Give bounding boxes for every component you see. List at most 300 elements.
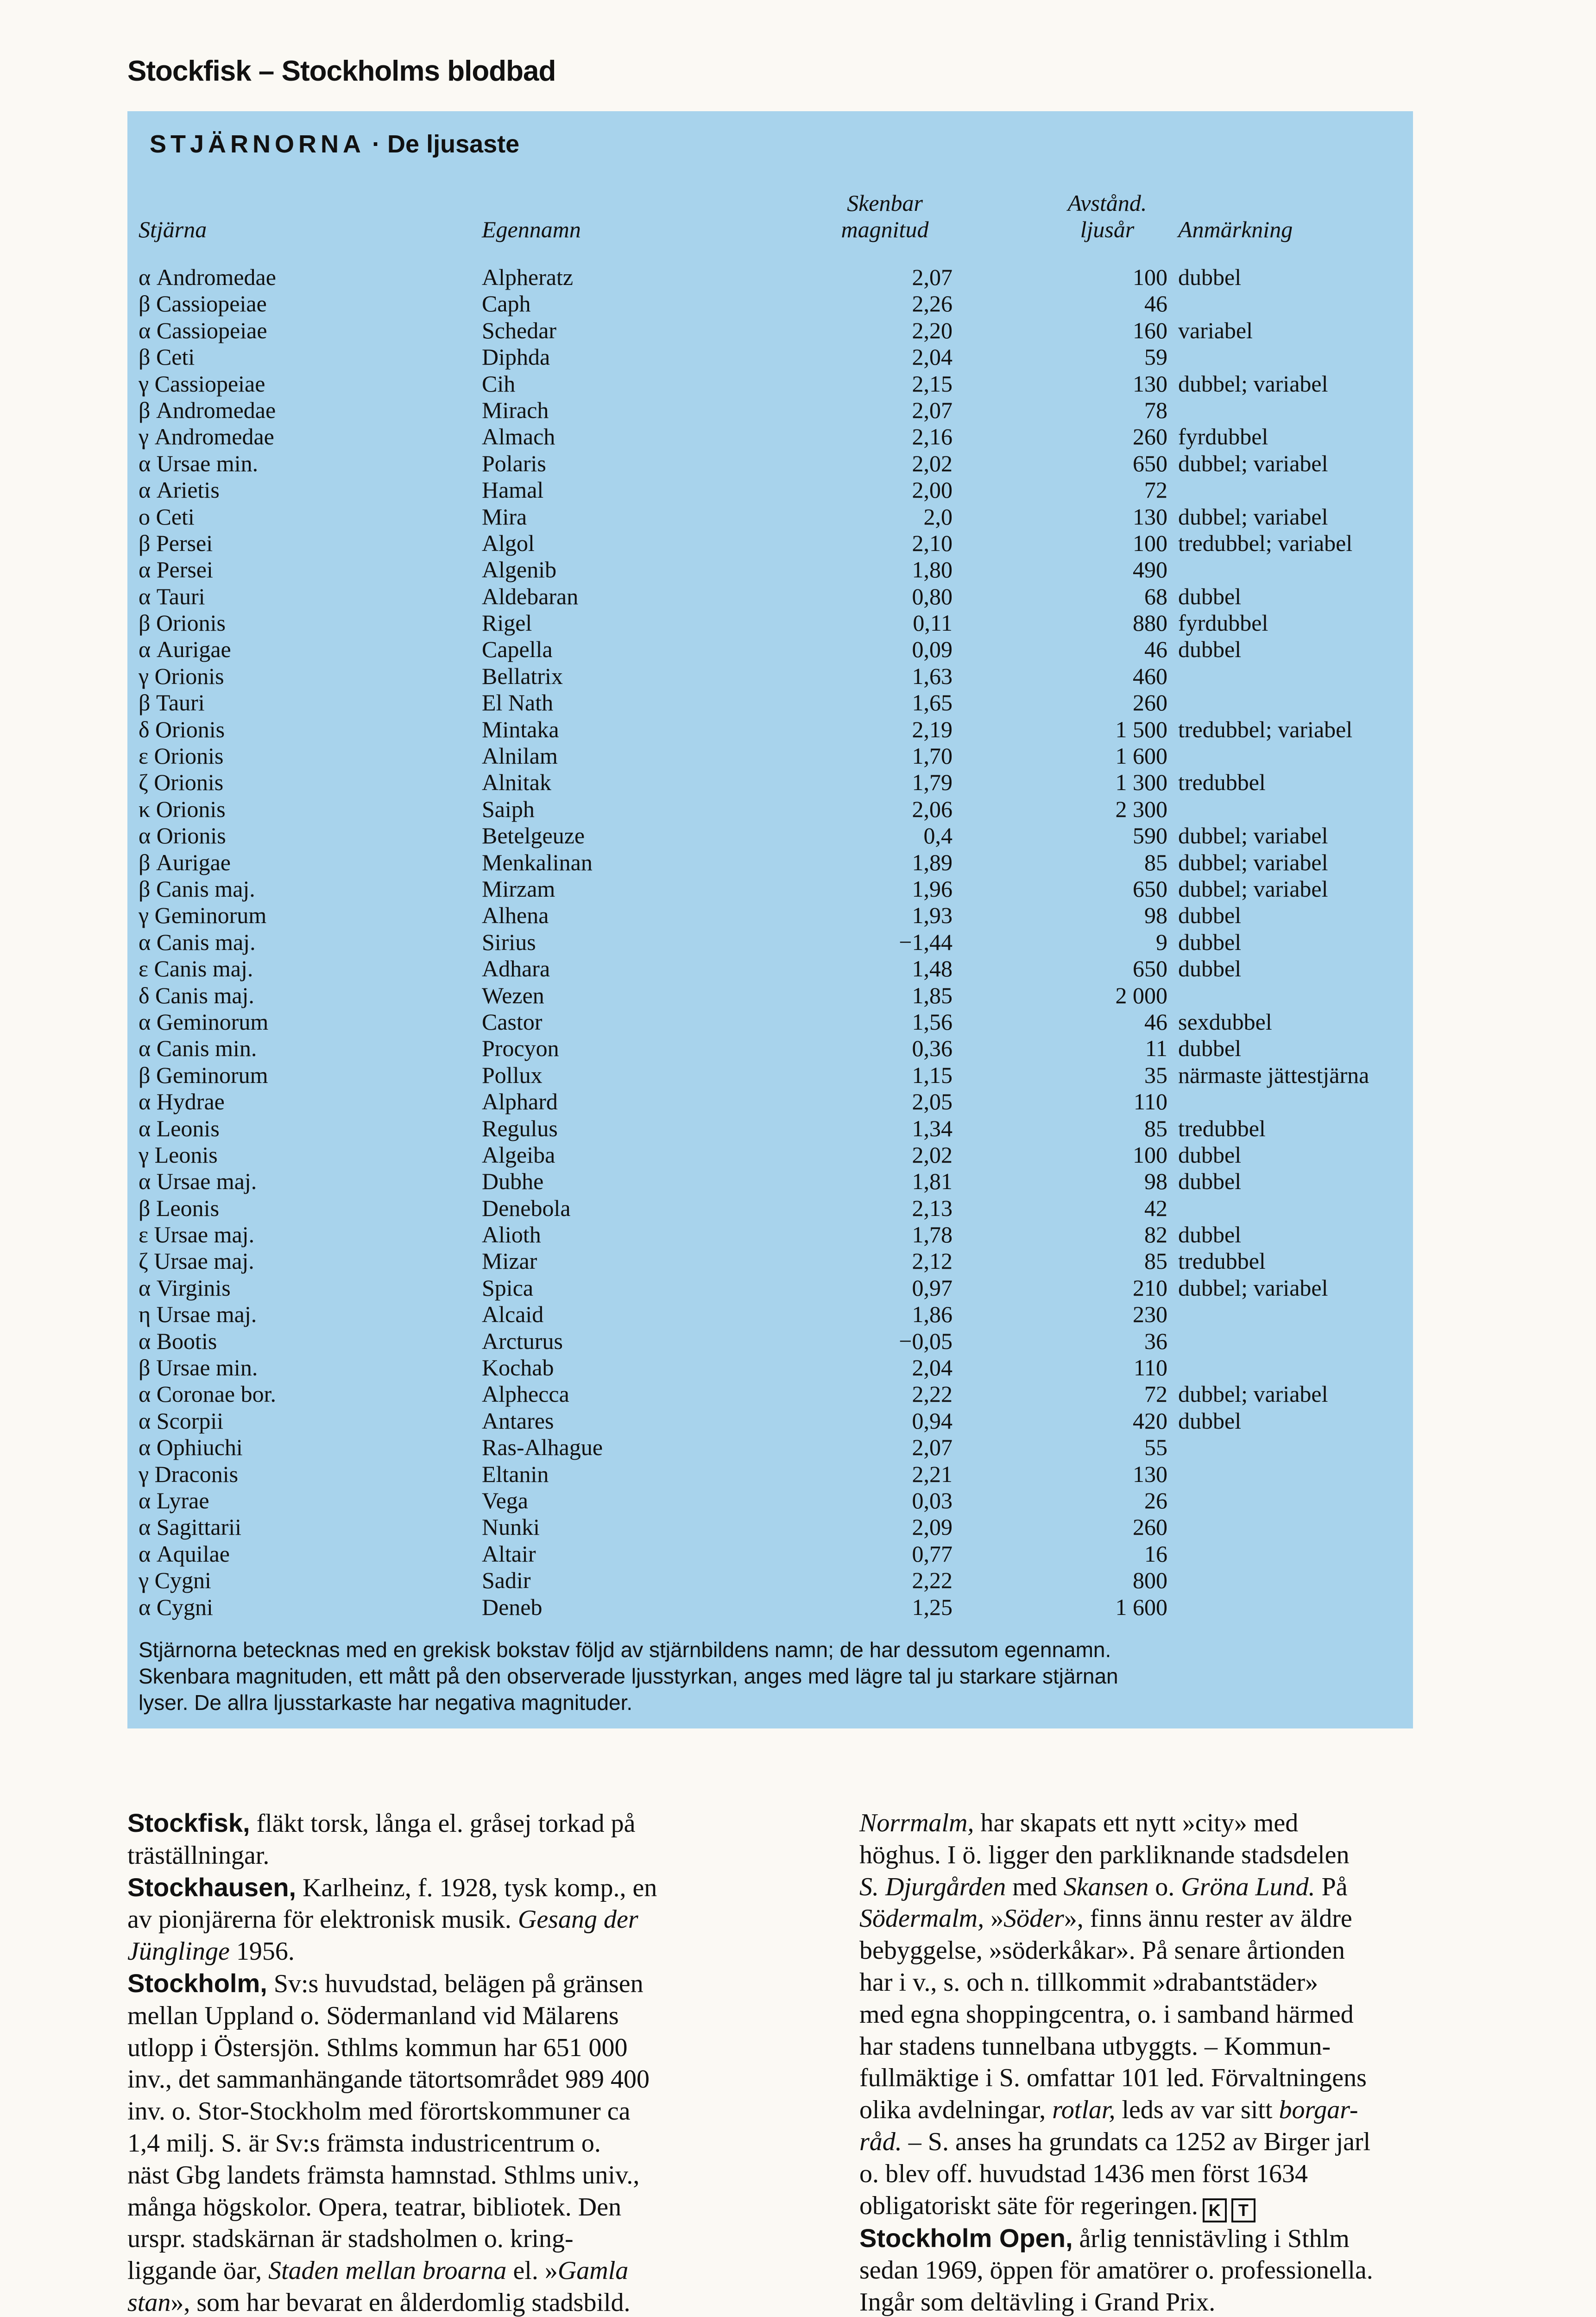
- cell-distance: 130: [1133, 1461, 1167, 1487]
- table-row: [127, 849, 1413, 876]
- text-run: mellan Uppland o. Södermanland vid Mälarens: [127, 2001, 619, 2030]
- cell-star-designation: β Andromedae: [139, 397, 276, 423]
- table-row: [127, 264, 1413, 291]
- table-row: [127, 956, 1413, 982]
- cell-remark: tredubbel; variabel: [1178, 530, 1353, 556]
- cell-proper-name: Mintaka: [482, 716, 559, 742]
- cell-proper-name: Antares: [482, 1407, 554, 1434]
- table-row: [127, 397, 1413, 424]
- text-run: av pionjärerna för elektronisk musik.: [127, 1905, 518, 1934]
- cell-distance: 59: [1144, 344, 1167, 370]
- table-row: [127, 1089, 1413, 1115]
- table-row: [127, 1035, 1413, 1062]
- text-run: bebyggelse, »söderkåkar». På senare årtionden: [859, 1936, 1345, 1965]
- cell-distance: 98: [1144, 902, 1167, 929]
- cell-magnitude: 1,56: [912, 1008, 953, 1035]
- italic-term: Söder: [1003, 1904, 1064, 1933]
- cell-proper-name: Nunki: [482, 1514, 540, 1540]
- text-line: [127, 1904, 776, 1936]
- text-run: På: [1315, 1872, 1348, 1901]
- text-line: [859, 2062, 1536, 2094]
- cell-magnitude: 2,05: [912, 1089, 953, 1115]
- text-line: [127, 1936, 776, 1968]
- table-row: [127, 504, 1413, 530]
- header-distance-line2: ljusår: [1080, 216, 1135, 242]
- text-run: 1,4 milj. S. är Sv:s främsta industricentrum o.: [127, 2128, 601, 2158]
- cell-distance: 11: [1145, 1035, 1167, 1062]
- text-line: [859, 2126, 1536, 2158]
- cell-remark: närmaste jättestjärna: [1178, 1062, 1369, 1088]
- text-line: [127, 2287, 776, 2317]
- cell-magnitude: 2,0: [923, 503, 953, 530]
- cell-distance: 460: [1133, 663, 1167, 689]
- text-run: olika avdelningar,: [859, 2095, 1053, 2125]
- cell-magnitude: 0,77: [912, 1540, 953, 1567]
- cell-magnitude: 1,79: [912, 769, 953, 796]
- cell-magnitude: 2,09: [912, 1514, 953, 1540]
- cell-magnitude: 1,15: [912, 1062, 953, 1088]
- cell-star-designation: β Geminorum: [139, 1062, 268, 1088]
- cell-star-designation: α Andromedae: [139, 264, 276, 290]
- reference-symbol: K: [1203, 2198, 1227, 2222]
- cell-magnitude: 0,09: [912, 636, 953, 663]
- table-row: [127, 1328, 1413, 1355]
- footnote-line: Stjärnorna betecknas med en grekisk bokstav följd av stjärnbildens namn; de har dessutom egennamn.: [139, 1638, 1111, 1662]
- cell-star-designation: ζ Ursae maj.: [139, 1248, 254, 1274]
- cell-star-designation: ζ Orionis: [139, 769, 224, 796]
- table-row: [127, 690, 1413, 716]
- cell-magnitude: 2,13: [912, 1195, 953, 1221]
- text-run: årlig tennistävling i Sthlm: [1072, 2224, 1350, 2253]
- cell-star-designation: β Ceti: [139, 344, 195, 370]
- text-run: med egna shoppingcentra, o. i samband härmed: [859, 2000, 1354, 2029]
- cell-distance: 46: [1144, 636, 1167, 663]
- cell-distance: 260: [1133, 1514, 1167, 1540]
- cell-magnitude: 2,02: [912, 450, 953, 476]
- cell-remark: dubbel: [1178, 264, 1242, 290]
- cell-proper-name: Altair: [482, 1540, 536, 1567]
- cell-proper-name: Caph: [482, 291, 531, 317]
- cell-distance: 46: [1144, 291, 1167, 317]
- cell-proper-name: Aldebaran: [482, 583, 579, 609]
- italic-term: Norrmalm,: [859, 1809, 974, 1837]
- italic-term: stan: [127, 2288, 171, 2317]
- cell-remark: fyrdubbel: [1178, 610, 1268, 636]
- cell-remark: dubbel: [1178, 1141, 1242, 1168]
- cell-proper-name: Polaris: [482, 450, 546, 476]
- cell-magnitude: −0,05: [899, 1328, 953, 1354]
- cell-star-designation: α Scorpii: [139, 1407, 224, 1434]
- cell-star-designation: γ Orionis: [139, 663, 224, 689]
- cell-magnitude: 2,22: [912, 1381, 953, 1407]
- cell-distance: 82: [1144, 1222, 1167, 1248]
- cell-magnitude: 2,07: [912, 397, 953, 423]
- cell-magnitude: 2,19: [912, 716, 953, 742]
- cell-distance: 68: [1144, 583, 1167, 609]
- table-row: [127, 1461, 1413, 1488]
- italic-term: Gesang der: [517, 1905, 638, 1934]
- text-run: obligatoriskt säte för regeringen.: [859, 2191, 1198, 2220]
- cell-remark: dubbel; variabel: [1178, 370, 1328, 397]
- cell-star-designation: α Cassiopeiae: [139, 317, 267, 343]
- cell-magnitude: 1,96: [912, 875, 953, 902]
- cell-star-designation: γ Cassiopeiae: [139, 370, 265, 397]
- italic-term: Jünglinge: [127, 1937, 230, 1966]
- panel-title-sub: De ljusaste: [387, 130, 520, 158]
- entry-headword: Stockholm Open,: [859, 2223, 1073, 2253]
- footnote-line: Skenbara magnituden, ett mått på den observerade ljusstyrkan, anges med lägre tal ju starkare stjärnan: [139, 1664, 1118, 1688]
- cell-magnitude: 2,06: [912, 796, 953, 822]
- cell-magnitude: 1,81: [912, 1168, 953, 1195]
- cell-proper-name: Alcaid: [482, 1301, 544, 1328]
- cell-magnitude: 1,25: [912, 1594, 953, 1620]
- cell-magnitude: 1,48: [912, 956, 953, 982]
- cell-magnitude: 2,02: [912, 1141, 953, 1168]
- italic-term: Gamla: [557, 2256, 629, 2285]
- cell-star-designation: δ Orionis: [139, 716, 225, 742]
- table-row: [127, 1594, 1413, 1621]
- footnote-line: lyser. De allra ljusstarkaste har negativa magnituder.: [139, 1690, 633, 1715]
- cell-magnitude: 2,00: [912, 477, 953, 503]
- text-run: », finns ännu rester av äldre: [1064, 1904, 1352, 1933]
- cell-star-designation: α Cygni: [139, 1594, 213, 1620]
- text-line: [127, 2159, 776, 2191]
- italic-term: Södermalm,: [859, 1904, 984, 1933]
- table-row: [127, 1222, 1413, 1248]
- table-row: [127, 743, 1413, 769]
- cell-proper-name: Arcturus: [482, 1328, 563, 1354]
- cell-distance: 210: [1133, 1274, 1167, 1301]
- text-line: [127, 2191, 776, 2223]
- cell-distance: 42: [1144, 1195, 1167, 1221]
- panel-title-separator: ·: [372, 130, 381, 158]
- cell-magnitude: 0,11: [913, 610, 953, 636]
- cell-proper-name: Betelgeuze: [482, 823, 585, 849]
- cell-proper-name: Menkalinan: [482, 849, 593, 875]
- cell-magnitude: 2,22: [912, 1567, 953, 1594]
- text-run: inv., det sammanhängande tätortsområdet 989 400: [127, 2065, 650, 2094]
- cell-proper-name: Alioth: [482, 1222, 541, 1248]
- table-row: [127, 610, 1413, 636]
- table-row: [127, 1248, 1413, 1274]
- cell-remark: dubbel; variabel: [1178, 503, 1328, 530]
- italic-term: Gröna Lund.: [1181, 1872, 1315, 1901]
- text-line: [127, 2032, 776, 2064]
- cell-star-designation: ο Ceti: [139, 503, 195, 530]
- cell-remark: variabel: [1178, 317, 1253, 343]
- cell-star-designation: α Sagittarii: [139, 1514, 241, 1540]
- cell-proper-name: Alnilam: [482, 743, 558, 769]
- cell-magnitude: 2,15: [912, 370, 953, 397]
- text-run: fullmäktige i S. omfattar 101 led. Förvaltningens: [859, 2064, 1367, 2093]
- cell-distance: 2 000: [1115, 982, 1167, 1008]
- cell-magnitude: 2,04: [912, 344, 953, 370]
- text-line: [859, 2286, 1536, 2317]
- cell-proper-name: Diphda: [482, 344, 550, 370]
- cell-remark: dubbel; variabel: [1178, 849, 1328, 875]
- cell-distance: 1 600: [1115, 1594, 1167, 1620]
- cell-star-designation: β Tauri: [139, 690, 205, 716]
- cell-distance: 100: [1133, 264, 1167, 290]
- text-line: [859, 1839, 1536, 1871]
- text-line: [127, 2223, 776, 2255]
- cell-star-designation: α Coronae bor.: [139, 1381, 276, 1407]
- cell-proper-name: Rigel: [482, 610, 532, 636]
- text-run: o.: [1148, 1872, 1181, 1901]
- cell-proper-name: Bellatrix: [482, 663, 563, 689]
- cell-star-designation: β Ursae min.: [139, 1355, 258, 1381]
- text-run: med: [1006, 1872, 1064, 1901]
- table-row: [127, 1355, 1413, 1381]
- cell-star-designation: γ Leonis: [139, 1141, 218, 1168]
- cell-magnitude: 2,20: [912, 317, 953, 343]
- table-row: [127, 344, 1413, 370]
- entry-headword: Stockholm,: [127, 1968, 267, 1998]
- cell-distance: 800: [1133, 1567, 1167, 1594]
- table-row: [127, 876, 1413, 902]
- cell-magnitude: 1,78: [912, 1222, 953, 1248]
- cell-remark: dubbel: [1178, 1168, 1242, 1195]
- cell-proper-name: Algeiba: [482, 1141, 555, 1168]
- header-magnitude: [822, 190, 947, 243]
- cell-star-designation: γ Draconis: [139, 1461, 239, 1487]
- text-line: [127, 1968, 776, 2000]
- text-line: [859, 1935, 1536, 1967]
- cell-remark: dubbel: [1178, 1222, 1242, 1248]
- text-line: [859, 2222, 1536, 2255]
- text-line: [859, 2190, 1536, 2222]
- table-row: [127, 583, 1413, 610]
- cell-distance: 72: [1144, 1381, 1167, 1407]
- table-row: [127, 769, 1413, 796]
- cell-star-designation: α Canis min.: [139, 1035, 257, 1062]
- reference-symbol: T: [1231, 2198, 1255, 2222]
- cell-star-designation: α Orionis: [139, 823, 226, 849]
- table-row: [127, 1301, 1413, 1328]
- cell-distance: 1 500: [1115, 716, 1167, 742]
- table-row: [127, 796, 1413, 823]
- text-run: liggande öar,: [127, 2256, 269, 2285]
- text-line: [127, 2095, 776, 2127]
- cell-remark: tredubbel: [1178, 1248, 1266, 1274]
- cell-star-designation: ε Ursae maj.: [139, 1222, 255, 1248]
- cell-distance: 46: [1144, 1008, 1167, 1035]
- text-line: [859, 1999, 1536, 2031]
- cell-distance: 880: [1133, 610, 1167, 636]
- table-row: [127, 291, 1413, 317]
- cell-star-designation: β Canis maj.: [139, 875, 255, 902]
- table-row: [127, 1195, 1413, 1222]
- cell-distance: 36: [1144, 1328, 1167, 1354]
- cell-magnitude: 0,4: [923, 823, 953, 849]
- text-line: [859, 2094, 1536, 2126]
- table-row: [127, 450, 1413, 477]
- cell-proper-name: Kochab: [482, 1355, 554, 1381]
- cell-star-designation: α Ophiuchi: [139, 1434, 243, 1461]
- panel-title: [150, 130, 519, 158]
- table-row: [127, 1168, 1413, 1195]
- cell-distance: 650: [1133, 956, 1167, 982]
- cell-star-designation: α Lyrae: [139, 1487, 209, 1513]
- table-row: [127, 1275, 1413, 1301]
- cell-magnitude: 2,10: [912, 530, 953, 556]
- encyclopedia-column-right: [859, 1807, 1536, 2317]
- cell-proper-name: Alhena: [482, 902, 549, 929]
- text-run: höghus. I ö. ligger den parkliknande stadsdelen: [859, 1840, 1350, 1869]
- cell-proper-name: Wezen: [482, 982, 544, 1008]
- cell-proper-name: Vega: [482, 1487, 528, 1513]
- cell-distance: 490: [1133, 557, 1167, 583]
- cell-proper-name: Ras-Alhague: [482, 1434, 603, 1461]
- cell-remark: fyrdubbel: [1178, 424, 1268, 450]
- cell-magnitude: 0,97: [912, 1274, 953, 1301]
- cell-proper-name: Pollux: [482, 1062, 543, 1088]
- cell-star-designation: β Orionis: [139, 610, 226, 636]
- table-row: [127, 1062, 1413, 1089]
- cell-remark: tredubbel: [1178, 1115, 1266, 1141]
- cell-proper-name: Denebola: [482, 1195, 571, 1221]
- cell-proper-name: Regulus: [482, 1115, 558, 1141]
- cell-remark: dubbel: [1178, 1035, 1242, 1062]
- table-row: [127, 1408, 1413, 1434]
- cell-distance: 9: [1156, 929, 1167, 955]
- table-row: [127, 663, 1413, 690]
- cell-distance: 160: [1133, 317, 1167, 343]
- cell-star-designation: α Arietis: [139, 477, 220, 503]
- cell-magnitude: 0,80: [912, 583, 953, 609]
- cell-proper-name: Eltanin: [482, 1461, 549, 1487]
- header-distance: [1035, 190, 1179, 243]
- text-line: [127, 1840, 776, 1872]
- table-row: [127, 902, 1413, 929]
- text-line: [859, 2031, 1536, 2063]
- header-remark: Anmärkning: [1178, 216, 1293, 242]
- table-row: [127, 1514, 1413, 1540]
- cell-proper-name: Algenib: [482, 557, 557, 583]
- italic-term: Skansen: [1063, 1872, 1149, 1901]
- cell-magnitude: 2,07: [912, 1434, 953, 1461]
- cell-distance: 2 300: [1115, 796, 1167, 822]
- italic-term: borgar-: [1279, 2095, 1358, 2125]
- cell-magnitude: 1,63: [912, 663, 953, 689]
- cell-distance: 650: [1133, 450, 1167, 476]
- cell-magnitude: 1,80: [912, 557, 953, 583]
- cell-distance: 78: [1144, 397, 1167, 423]
- table-row: [127, 1488, 1413, 1514]
- text-run: Karlheinz, f. 1928, tysk komp., en: [296, 1873, 657, 1902]
- text-run: o. blev off. huvudstad 1436 men först 1634: [859, 2159, 1308, 2188]
- cell-proper-name: Saiph: [482, 796, 535, 822]
- cell-star-designation: ε Orionis: [139, 743, 224, 769]
- cell-proper-name: Castor: [482, 1008, 543, 1035]
- cell-distance: 420: [1133, 1407, 1167, 1434]
- cell-proper-name: Alphard: [482, 1089, 558, 1115]
- cell-remark: dubbel; variabel: [1178, 875, 1328, 902]
- cell-distance: 85: [1144, 1115, 1167, 1141]
- table-row: [127, 1142, 1413, 1168]
- text-line: [127, 1872, 776, 1904]
- cell-proper-name: Deneb: [482, 1594, 543, 1620]
- text-run: inv. o. Stor-Stockholm med förortskommuner ca: [127, 2097, 631, 2126]
- cell-proper-name: Capella: [482, 636, 553, 663]
- cell-distance: 110: [1133, 1355, 1167, 1381]
- header-magnitude-line2: magnitud: [841, 216, 929, 242]
- cell-remark: dubbel; variabel: [1178, 450, 1328, 476]
- cell-star-designation: α Leonis: [139, 1115, 220, 1141]
- cell-star-designation: β Cassiopeiae: [139, 291, 267, 317]
- cell-star-designation: α Virginis: [139, 1274, 231, 1301]
- cell-remark: dubbel: [1178, 929, 1242, 955]
- entry-headword: Stockhausen,: [127, 1872, 296, 1902]
- text-run: urspr. stadskärnan är stadsholmen o. kring-: [127, 2224, 574, 2254]
- cell-star-designation: α Ursae min.: [139, 450, 259, 476]
- cell-star-designation: α Geminorum: [139, 1008, 269, 1035]
- cell-magnitude: 1,65: [912, 690, 953, 716]
- text-line: [127, 2255, 776, 2287]
- table-row: [127, 1381, 1413, 1407]
- cell-remark: tredubbel; variabel: [1178, 716, 1353, 742]
- cell-proper-name: Almach: [482, 424, 555, 450]
- table-row: [127, 1115, 1413, 1142]
- cell-distance: 35: [1144, 1062, 1167, 1088]
- text-run: fläkt torsk, långa el. gråsej torkad på: [250, 1809, 636, 1838]
- cell-distance: 26: [1144, 1487, 1167, 1513]
- cell-star-designation: β Persei: [139, 530, 213, 556]
- cell-remark: tredubbel: [1178, 769, 1266, 796]
- cell-star-designation: β Aurigae: [139, 849, 231, 875]
- cell-magnitude: 0,36: [912, 1035, 953, 1062]
- cell-distance: 85: [1144, 849, 1167, 875]
- table-row: [127, 530, 1413, 557]
- text-run: – S. anses ha grundats ca 1252 av Birger jarl: [902, 2127, 1371, 2156]
- cell-star-designation: γ Geminorum: [139, 902, 267, 929]
- cell-remark: dubbel: [1178, 583, 1242, 609]
- cell-star-designation: δ Canis maj.: [139, 982, 254, 1008]
- cell-proper-name: Hamal: [482, 477, 544, 503]
- cell-proper-name: Cih: [482, 370, 516, 397]
- table-row: [127, 317, 1413, 344]
- cell-magnitude: 0,03: [912, 1487, 953, 1513]
- entry-headword: Stockfisk,: [127, 1808, 250, 1837]
- text-run: leds av var sitt: [1115, 2095, 1279, 2125]
- text-run: Ingår som deltävling i Grand Prix.: [859, 2288, 1216, 2317]
- cell-magnitude: 1,34: [912, 1115, 953, 1141]
- cell-distance: 100: [1133, 1141, 1167, 1168]
- text-line: [127, 2000, 776, 2032]
- cell-proper-name: Spica: [482, 1274, 534, 1301]
- italic-term: rotlar,: [1052, 2095, 1116, 2125]
- cell-remark: dubbel; variabel: [1178, 1274, 1328, 1301]
- cell-magnitude: 2,16: [912, 424, 953, 450]
- cell-star-designation: κ Orionis: [139, 796, 226, 822]
- text-run: har i v., s. och n. tillkommit »drabantstäder»: [859, 1968, 1318, 1997]
- cell-proper-name: Alpheratz: [482, 264, 574, 290]
- cell-magnitude: 1,85: [912, 982, 953, 1008]
- italic-term: råd.: [859, 2127, 902, 2156]
- table-row: [127, 636, 1413, 663]
- cell-remark: dubbel: [1178, 956, 1242, 982]
- cell-star-designation: α Tauri: [139, 583, 205, 609]
- text-line: [859, 2254, 1536, 2286]
- cell-proper-name: Mira: [482, 503, 527, 530]
- text-run: el. »: [506, 2256, 558, 2285]
- cell-proper-name: Procyon: [482, 1035, 559, 1062]
- cell-distance: 100: [1133, 530, 1167, 556]
- cell-star-designation: η Ursae maj.: [139, 1301, 257, 1328]
- cell-distance: 130: [1133, 503, 1167, 530]
- cell-proper-name: Dubhe: [482, 1168, 544, 1195]
- cell-proper-name: Mizar: [482, 1248, 537, 1274]
